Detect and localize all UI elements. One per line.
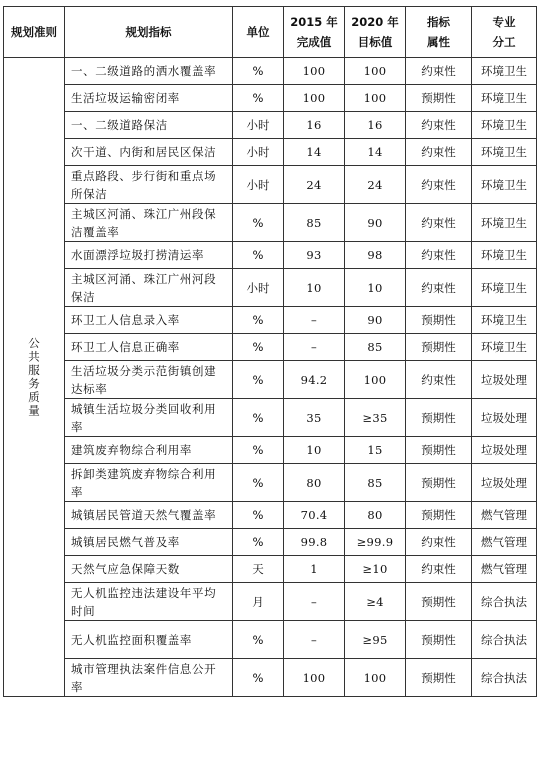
indicator-cell: 无人机监控违法建设年平均时间 bbox=[65, 583, 233, 621]
value-2015-cell: 100 bbox=[284, 58, 345, 85]
value-2020-cell: 100 bbox=[345, 58, 406, 85]
unit-cell: % bbox=[233, 242, 284, 269]
value-2020-cell: 14 bbox=[345, 139, 406, 166]
table-row bbox=[4, 166, 537, 204]
indicator-cell: 水面漂浮垃圾打捞清运率 bbox=[65, 242, 233, 269]
attribute-cell: 预期性 bbox=[406, 307, 472, 334]
attribute-cell: 约束性 bbox=[406, 112, 472, 139]
unit-cell: % bbox=[233, 361, 284, 399]
division-cell: 环境卫生 bbox=[472, 58, 537, 85]
header-2015-line2: 完成值 bbox=[296, 35, 332, 49]
indicator-cell: 重点路段、步行街和重点场所保洁 bbox=[65, 166, 233, 204]
unit-cell: 小时 bbox=[233, 139, 284, 166]
division-cell: 环境卫生 bbox=[472, 166, 537, 204]
division-cell: 综合执法 bbox=[472, 621, 537, 659]
planning-indicator-table bbox=[3, 6, 537, 697]
division-cell: 垃圾处理 bbox=[472, 437, 537, 464]
division-cell: 综合执法 bbox=[472, 583, 537, 621]
indicator-cell: 城镇生活垃圾分类回收利用率 bbox=[65, 399, 233, 437]
indicator-cell: 一、二级道路的洒水覆盖率 bbox=[65, 58, 233, 85]
value-2020-cell: 24 bbox=[345, 166, 406, 204]
attribute-cell: 预期性 bbox=[406, 334, 472, 361]
value-2015-cell: 99.8 bbox=[284, 529, 345, 556]
attribute-cell: 预期性 bbox=[406, 583, 472, 621]
table-row bbox=[4, 58, 537, 85]
value-2015-cell: – bbox=[284, 307, 345, 334]
attribute-cell: 约束性 bbox=[406, 361, 472, 399]
table-row bbox=[4, 464, 537, 502]
division-cell: 燃气管理 bbox=[472, 502, 537, 529]
header-row bbox=[4, 7, 537, 58]
header-division-line1: 专业 bbox=[492, 15, 516, 29]
table-row bbox=[4, 85, 537, 112]
value-2015-cell: 10 bbox=[284, 437, 345, 464]
unit-cell: % bbox=[233, 621, 284, 659]
header-2020-line2: 目标值 bbox=[357, 35, 393, 49]
value-2015-cell: 24 bbox=[284, 166, 345, 204]
value-2015-cell: 100 bbox=[284, 85, 345, 112]
value-2015-cell: – bbox=[284, 583, 345, 621]
value-2020-cell: ≥95 bbox=[345, 621, 406, 659]
header-2015-line1: 2015 年 bbox=[290, 15, 338, 29]
attribute-cell: 约束性 bbox=[406, 58, 472, 85]
attribute-cell: 约束性 bbox=[406, 166, 472, 204]
table-row bbox=[4, 583, 537, 621]
header-attribute-line2: 属性 bbox=[427, 35, 450, 49]
division-cell: 环境卫生 bbox=[472, 307, 537, 334]
unit-cell: % bbox=[233, 334, 284, 361]
attribute-cell: 预期性 bbox=[406, 437, 472, 464]
value-2015-cell: 10 bbox=[284, 269, 345, 307]
division-cell: 环境卫生 bbox=[472, 112, 537, 139]
criterion-group-label: 公共服务质量 bbox=[4, 58, 65, 697]
table-row bbox=[4, 307, 537, 334]
indicator-cell: 无人机监控面积覆盖率 bbox=[65, 621, 233, 659]
indicator-cell: 拆卸类建筑废弃物综合利用率 bbox=[65, 464, 233, 502]
attribute-cell: 预期性 bbox=[406, 464, 472, 502]
unit-cell: % bbox=[233, 58, 284, 85]
value-2020-cell: 98 bbox=[345, 242, 406, 269]
header-indicator-text: 规划指标 bbox=[125, 25, 172, 39]
attribute-cell: 约束性 bbox=[406, 242, 472, 269]
table-row bbox=[4, 242, 537, 269]
unit-cell: % bbox=[233, 502, 284, 529]
header-attribute-line1: 指标 bbox=[427, 15, 450, 29]
indicator-cell: 城镇居民管道天然气覆盖率 bbox=[65, 502, 233, 529]
table-row bbox=[4, 556, 537, 583]
header-criterion-text: 规划准则 bbox=[11, 25, 57, 39]
indicator-cell: 城镇居民燃气普及率 bbox=[65, 529, 233, 556]
unit-cell: 小时 bbox=[233, 112, 284, 139]
table-row bbox=[4, 437, 537, 464]
value-2015-cell: 80 bbox=[284, 464, 345, 502]
table-row bbox=[4, 204, 537, 242]
value-2015-cell: – bbox=[284, 621, 345, 659]
indicator-cell: 建筑废弃物综合利用率 bbox=[65, 437, 233, 464]
indicator-cell: 次干道、内街和居民区保洁 bbox=[65, 139, 233, 166]
attribute-cell: 预期性 bbox=[406, 85, 472, 112]
value-2020-cell: ≥99.9 bbox=[345, 529, 406, 556]
division-cell: 垃圾处理 bbox=[472, 399, 537, 437]
table-row bbox=[4, 502, 537, 529]
value-2020-cell: 90 bbox=[345, 204, 406, 242]
unit-cell: % bbox=[233, 307, 284, 334]
table-row bbox=[4, 269, 537, 307]
attribute-cell: 约束性 bbox=[406, 139, 472, 166]
table-row bbox=[4, 659, 537, 697]
unit-cell: 天 bbox=[233, 556, 284, 583]
attribute-cell: 预期性 bbox=[406, 502, 472, 529]
value-2015-cell: 100 bbox=[284, 659, 345, 697]
header-unit bbox=[233, 7, 284, 58]
unit-cell: 月 bbox=[233, 583, 284, 621]
division-cell: 综合执法 bbox=[472, 659, 537, 697]
unit-cell: % bbox=[233, 659, 284, 697]
value-2015-cell: 85 bbox=[284, 204, 345, 242]
division-cell: 环境卫生 bbox=[472, 242, 537, 269]
unit-cell: % bbox=[233, 464, 284, 502]
division-cell: 环境卫生 bbox=[472, 204, 537, 242]
value-2015-cell: 93 bbox=[284, 242, 345, 269]
unit-cell: 小时 bbox=[233, 166, 284, 204]
value-2015-cell: 1 bbox=[284, 556, 345, 583]
indicator-cell: 主城区河涌、珠江广州河段保洁 bbox=[65, 269, 233, 307]
header-unit-text: 单位 bbox=[246, 25, 270, 39]
value-2020-cell: 100 bbox=[345, 659, 406, 697]
value-2015-cell: 16 bbox=[284, 112, 345, 139]
attribute-cell: 预期性 bbox=[406, 659, 472, 697]
division-cell: 环境卫生 bbox=[472, 139, 537, 166]
unit-cell: % bbox=[233, 437, 284, 464]
attribute-cell: 预期性 bbox=[406, 399, 472, 437]
indicator-cell: 城市管理执法案件信息公开率 bbox=[65, 659, 233, 697]
header-attribute bbox=[406, 7, 472, 58]
indicator-cell: 环卫工人信息录入率 bbox=[65, 307, 233, 334]
division-cell: 环境卫生 bbox=[472, 85, 537, 112]
value-2015-cell: 94.2 bbox=[284, 361, 345, 399]
table-row bbox=[4, 361, 537, 399]
value-2015-cell: – bbox=[284, 334, 345, 361]
value-2020-cell: 16 bbox=[345, 112, 406, 139]
value-2015-cell: 70.4 bbox=[284, 502, 345, 529]
attribute-cell: 约束性 bbox=[406, 269, 472, 307]
division-cell: 环境卫生 bbox=[472, 269, 537, 307]
header-indicator bbox=[65, 7, 233, 58]
value-2020-cell: ≥10 bbox=[345, 556, 406, 583]
value-2020-cell: 10 bbox=[345, 269, 406, 307]
division-cell: 垃圾处理 bbox=[472, 361, 537, 399]
division-cell: 燃气管理 bbox=[472, 556, 537, 583]
table-row bbox=[4, 399, 537, 437]
unit-cell: % bbox=[233, 85, 284, 112]
header-2020-line1: 2020 年 bbox=[351, 15, 399, 29]
indicator-cell: 一、二级道路保洁 bbox=[65, 112, 233, 139]
attribute-cell: 约束性 bbox=[406, 204, 472, 242]
header-division-line2: 分工 bbox=[492, 35, 516, 49]
value-2020-cell: 90 bbox=[345, 307, 406, 334]
header-division bbox=[472, 7, 537, 58]
unit-cell: % bbox=[233, 399, 284, 437]
unit-cell: % bbox=[233, 529, 284, 556]
value-2020-cell: 80 bbox=[345, 502, 406, 529]
header-2020 bbox=[345, 7, 406, 58]
value-2020-cell: 100 bbox=[345, 361, 406, 399]
indicator-cell: 生活垃圾运输密闭率 bbox=[65, 85, 233, 112]
table-row bbox=[4, 112, 537, 139]
indicator-cell: 环卫工人信息正确率 bbox=[65, 334, 233, 361]
value-2020-cell: 100 bbox=[345, 85, 406, 112]
value-2020-cell: 85 bbox=[345, 464, 406, 502]
indicator-cell: 生活垃圾分类示范街镇创建达标率 bbox=[65, 361, 233, 399]
division-cell: 环境卫生 bbox=[472, 334, 537, 361]
value-2015-cell: 14 bbox=[284, 139, 345, 166]
table-row bbox=[4, 139, 537, 166]
table-row bbox=[4, 334, 537, 361]
attribute-cell: 预期性 bbox=[406, 621, 472, 659]
header-2015 bbox=[284, 7, 345, 58]
value-2020-cell: 15 bbox=[345, 437, 406, 464]
value-2020-cell: ≥35 bbox=[345, 399, 406, 437]
indicator-cell: 天然气应急保障天数 bbox=[65, 556, 233, 583]
attribute-cell: 约束性 bbox=[406, 556, 472, 583]
division-cell: 燃气管理 bbox=[472, 529, 537, 556]
table-row bbox=[4, 529, 537, 556]
value-2020-cell: 85 bbox=[345, 334, 406, 361]
planning-indicator-table-container bbox=[3, 6, 536, 697]
value-2020-cell: ≥4 bbox=[345, 583, 406, 621]
unit-cell: 小时 bbox=[233, 269, 284, 307]
header-criterion bbox=[4, 7, 65, 58]
value-2015-cell: 35 bbox=[284, 399, 345, 437]
attribute-cell: 约束性 bbox=[406, 529, 472, 556]
division-cell: 垃圾处理 bbox=[472, 464, 537, 502]
indicator-cell: 主城区河涌、珠江广州段保洁覆盖率 bbox=[65, 204, 233, 242]
unit-cell: % bbox=[233, 204, 284, 242]
table-row bbox=[4, 621, 537, 659]
